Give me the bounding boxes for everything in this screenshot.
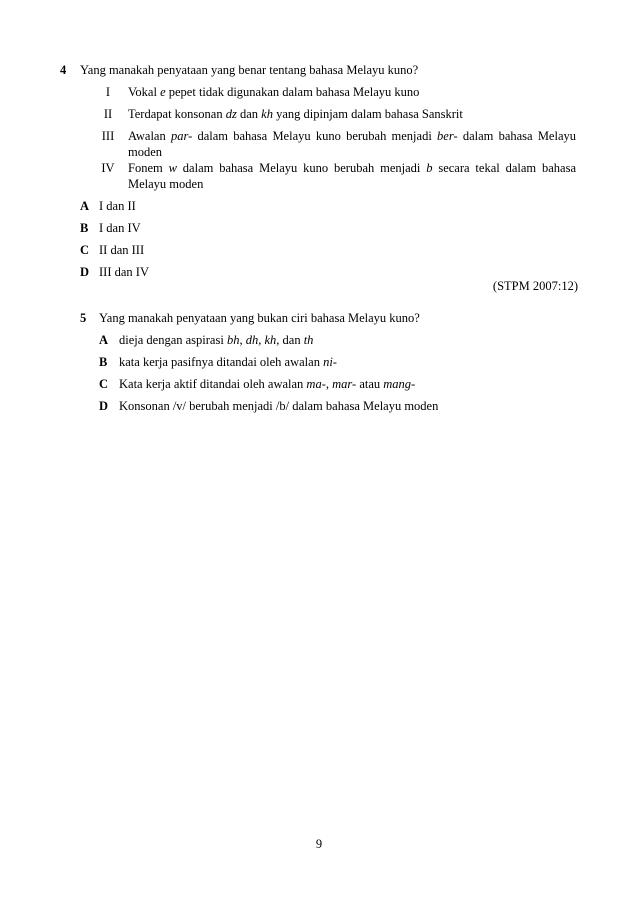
q4-option-d-text: III dan IV bbox=[99, 265, 149, 279]
q5-option-c-text: Kata kerja aktif ditandai oleh awalan ma-, mar- atau mang- bbox=[119, 377, 416, 391]
q4-option-a-letter: A bbox=[80, 199, 90, 213]
q5-option-c-letter: C bbox=[99, 377, 109, 391]
q4-option-d-letter: D bbox=[80, 265, 90, 279]
q4-option-a-text: I dan II bbox=[99, 199, 136, 213]
q4-option-c-letter: C bbox=[80, 243, 90, 257]
q5-option-b-letter: B bbox=[99, 355, 108, 369]
statement-iii-numeral: III bbox=[101, 129, 115, 143]
statement-i-text: Vokal e pepet tidak digunakan dalam bahasa Melayu kuno bbox=[128, 85, 420, 99]
question-4-text: Yang manakah penyataan yang benar tentang bahasa Melayu kuno? bbox=[80, 63, 419, 77]
statement-ii-text: Terdapat konsonan dz dan kh yang dipinjam dalam bahasa Sanskrit bbox=[128, 107, 463, 121]
q5-option-d-text: Konsonan /v/ berubah menjadi /b/ dalam bahasa Melayu moden bbox=[119, 399, 439, 413]
page-number: 9 bbox=[315, 837, 323, 851]
q4-option-b-text: I dan IV bbox=[99, 221, 141, 235]
statement-iv-line-2: Melayu moden bbox=[128, 177, 204, 191]
q4-option-b-letter: B bbox=[80, 221, 89, 235]
statement-i-numeral: I bbox=[105, 85, 111, 99]
statement-iv-line-1: Fonem w dalam bahasa Melayu kuno berubah menjadi b secara tekal dalam bahasa bbox=[128, 161, 576, 175]
question-5-number: 5 bbox=[80, 311, 87, 325]
q5-option-a-letter: A bbox=[99, 333, 109, 347]
question-5-text: Yang manakah penyataan yang bukan ciri bahasa Melayu kuno? bbox=[99, 311, 420, 325]
statement-iii-line-2: moden bbox=[128, 145, 163, 159]
q5-option-a-text: dieja dengan aspirasi bh, dh, kh, dan th bbox=[119, 333, 314, 347]
statement-iii-line-1: Awalan par- dalam bahasa Melayu kuno berubah menjadi ber- dalam bahasa Melayu bbox=[128, 129, 576, 143]
q5-option-d-letter: D bbox=[99, 399, 109, 413]
q5-option-b-text: kata kerja pasifnya ditandai oleh awalan ni- bbox=[119, 355, 337, 369]
source-citation: (STPM 2007:12) bbox=[492, 279, 578, 293]
question-4-number: 4 bbox=[60, 63, 67, 77]
statement-ii-numeral: II bbox=[103, 107, 113, 121]
statement-iv-numeral: IV bbox=[101, 161, 115, 175]
q4-option-c-text: II dan III bbox=[99, 243, 145, 257]
